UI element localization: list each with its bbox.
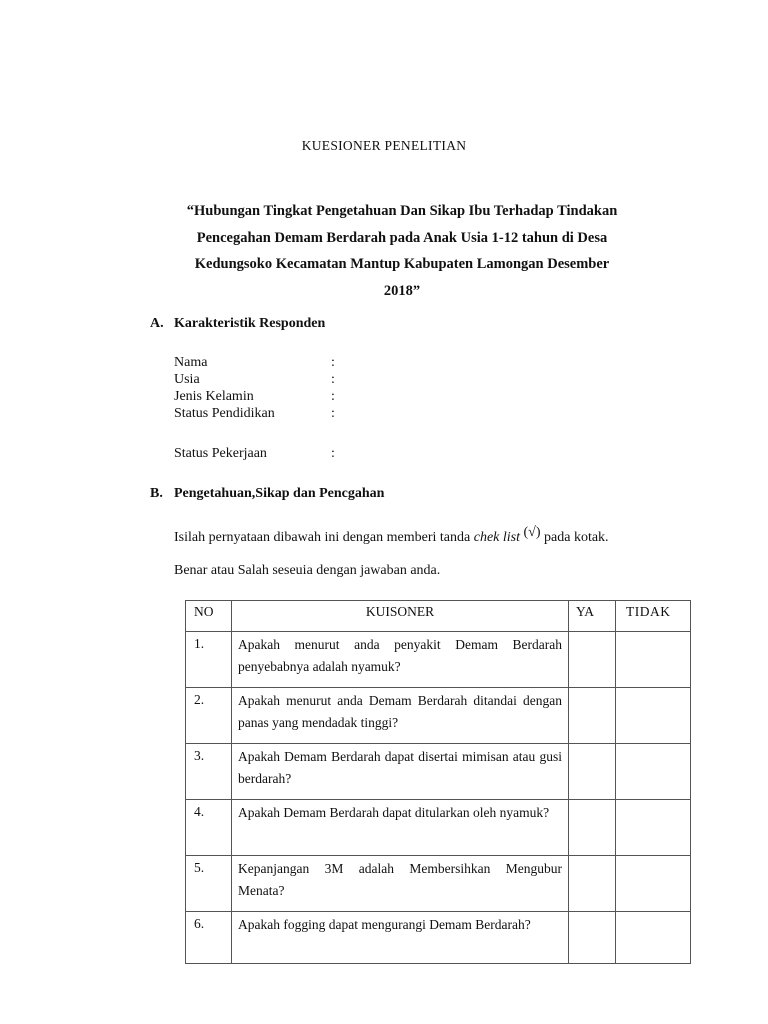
subtitle-line: “Hubungan Tingkat Pengetahuan Dan Sikap Ibu Terhadap Tindakan — [186, 203, 618, 219]
row-question: Apakah fogging dapat mengurangi Demam Berdarah? — [232, 912, 569, 964]
field-colon: : — [331, 372, 335, 387]
header-ya: YA — [569, 601, 616, 632]
row-question: Apakah Demam Berdarah dapat disertai mimisan atau gusi berdarah? — [232, 744, 569, 800]
row-question: Apakah menurut anda penyakit Demam Berdarah penyebabnya adalah nyamuk? — [232, 632, 569, 688]
table-row — [186, 856, 691, 912]
answer-ya-box[interactable] — [569, 688, 616, 744]
field-label-status-pendidikan: Status Pendidikan — [174, 406, 275, 421]
section-a-letter: A. — [150, 316, 164, 331]
section-b-title: Pengetahuan,Sikap dan Pencgahan — [174, 486, 385, 501]
row-number: 2. — [186, 688, 232, 744]
table-row — [186, 800, 691, 856]
answer-tidak-box[interactable] — [616, 800, 691, 856]
field-label-nama: Nama — [174, 355, 208, 370]
field-label-status-pekerjaan: Status Pekerjaan — [174, 446, 267, 461]
header-no: NO — [186, 601, 232, 632]
research-subtitle — [170, 198, 634, 304]
section-b-heading — [150, 486, 384, 502]
answer-ya-box[interactable] — [569, 912, 616, 964]
answer-tidak-box[interactable] — [616, 744, 691, 800]
table-row — [186, 688, 691, 744]
field-colon: : — [331, 389, 335, 404]
row-number: 3. — [186, 744, 232, 800]
answer-ya-box[interactable] — [569, 632, 616, 688]
document-title: KUESIONER PENELITIAN — [301, 138, 467, 153]
section-a-title: Karakteristik Responden — [174, 316, 326, 331]
instruction-text-end: pada kotak. — [540, 530, 609, 545]
row-question: Apakah menurut anda Demam Berdarah ditandai dengan panas yang mendadak tinggi? — [232, 688, 569, 744]
header-tidak: TIDAK — [616, 601, 691, 632]
row-number: 1. — [186, 632, 232, 688]
field-colon: : — [331, 446, 335, 461]
table-header-row — [186, 601, 691, 632]
table-row — [186, 912, 691, 964]
answer-ya-box[interactable] — [569, 744, 616, 800]
field-colon: : — [331, 355, 335, 370]
answer-tidak-box[interactable] — [616, 632, 691, 688]
answer-tidak-box[interactable] — [616, 912, 691, 964]
field-label-jenis-kelamin: Jenis Kelamin — [174, 389, 254, 404]
table-row — [186, 632, 691, 688]
subtitle-line: 2018” — [383, 282, 421, 299]
section-b-letter: B. — [150, 486, 163, 501]
questionnaire-table — [185, 600, 691, 964]
row-number: 4. — [186, 800, 232, 856]
instruction-text: Isilah pernyataan dibawah ini dengan memberi tanda — [174, 530, 474, 545]
instruction-emphasis: chek list — [473, 530, 520, 545]
instruction-line-2: Benar atau Salah seseuia dengan jawaban anda. — [174, 563, 441, 578]
instruction-line-1 — [174, 525, 609, 546]
answer-ya-box[interactable] — [569, 856, 616, 912]
field-colon: : — [331, 406, 335, 421]
row-question: Kepanjangan 3M adalah Membersihkan Mengubur Menata? — [232, 856, 569, 912]
checkmark-icon: (√) — [523, 525, 541, 540]
row-number: 5. — [186, 856, 232, 912]
row-number: 6. — [186, 912, 232, 964]
section-a-heading — [150, 316, 325, 332]
table-row — [186, 744, 691, 800]
subtitle-line: Kedungsoko Kecamatan Mantup Kabupaten Lamongan Desember — [194, 256, 610, 272]
answer-tidak-box[interactable] — [616, 856, 691, 912]
answer-ya-box[interactable] — [569, 800, 616, 856]
header-question: KUISONER — [232, 601, 569, 632]
field-label-usia: Usia — [174, 372, 200, 387]
answer-tidak-box[interactable] — [616, 688, 691, 744]
row-question: Apakah Demam Berdarah dapat ditularkan oleh nyamuk? — [232, 800, 569, 856]
subtitle-line: Pencegahan Demam Berdarah pada Anak Usia 1-12 tahun di Desa — [196, 229, 608, 246]
